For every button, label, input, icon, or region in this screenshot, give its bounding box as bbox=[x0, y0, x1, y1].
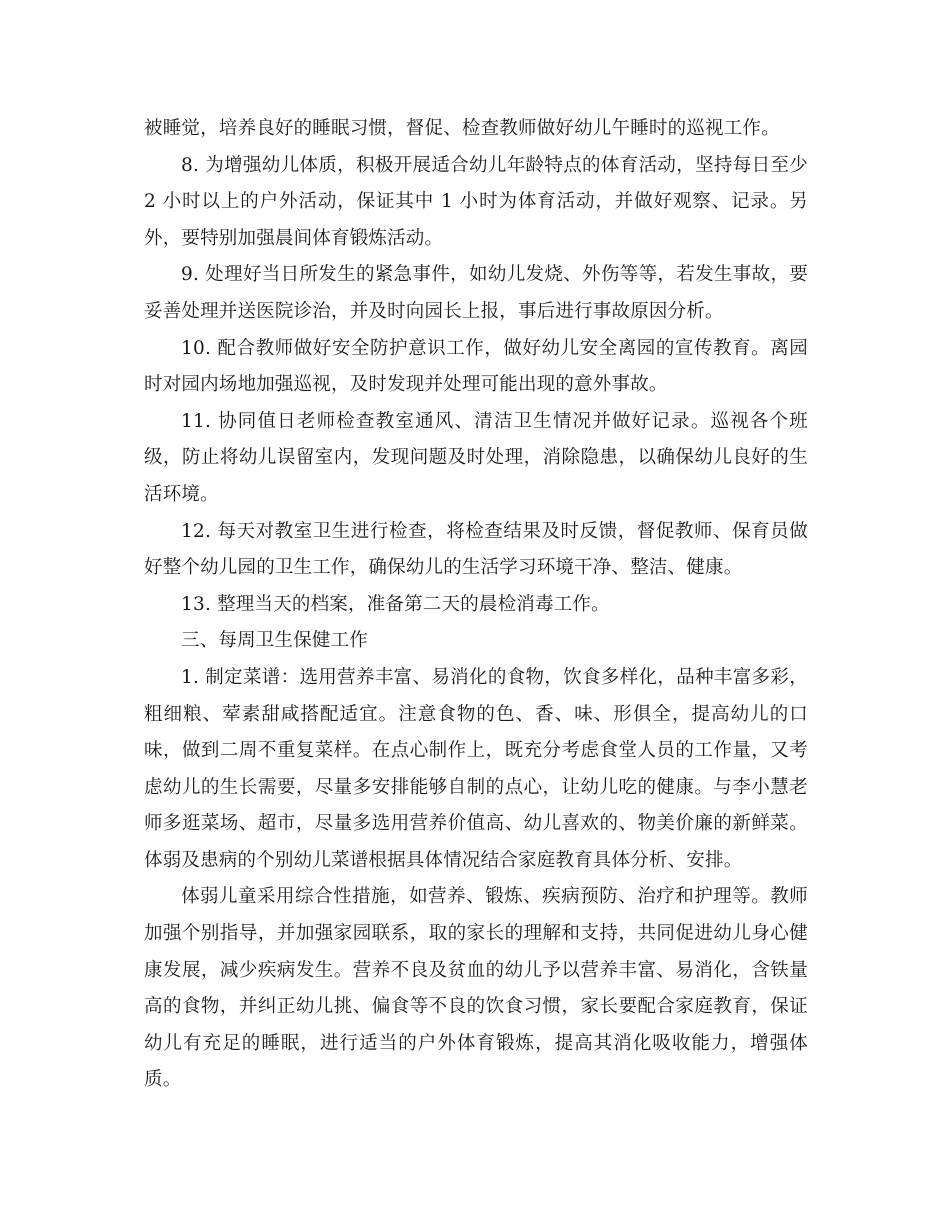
paragraph-item-11: 11. 协同值日老师检查教室通风、清洁卫生情况并做好记录。巡视各个班级，防止将幼儿误留室内，发现问题及时处理，消除隐患，以确保幼儿良好的生活环境。 bbox=[144, 410, 808, 505]
document-body bbox=[144, 111, 808, 1099]
paragraph-item-10: 10. 配合教师做好安全防护意识工作，做好幼儿安全离园的宣传教育。离园时对园内场地加强巡视，及时发现并处理可能出现的意外事故。 bbox=[144, 337, 808, 396]
paragraph-item-12: 12. 每天对教室卫生进行检查，将检查结果及时反馈，督促教师、保育员做好整个幼儿园的卫生工作，确保幼儿的生活学习环境干净、整洁、健康。 bbox=[144, 520, 808, 579]
paragraph-weak-children: 体弱儿童采用综合性措施，如营养、锻炼、疾病预防、治疗和护理等。教师加强个别指导，并加强家园联系，取的家长的理解和支持，共同促进幼儿身心健康发展，减少疾病发生。营养不良及贫血的幼儿予以营养丰富、易消化，含铁量高的食物，并纠正幼儿挑、偏食等不良的饮食习惯，家长要配合家庭教育，保证幼儿有充足的睡眠，进行适当的户外体育锻炼，提高其消化吸收能力，增强体质。 bbox=[144, 886, 808, 1091]
paragraph-weekly-item-1: 1. 制定菜谱：选用营养丰富、易消化的食物，饮食多样化，品种丰富多彩，粗细粮、荤素甜咸搭配适宜。注意食物的色、香、味、形俱全，提高幼儿的口味，做到二周不重复菜样。在点心制作上，既充分考虑食堂人员的工作量，又考虑幼儿的生长需要，尽量多安排能够自制的点心，让幼儿吃的健康。与李小慧老师多逛菜场、超市，尽量多选用营养价值高、幼儿喜欢的、物美价廉的新鲜菜。体弱及患病的个别幼儿菜谱根据具体情况结合家庭教育具体分析、安排。 bbox=[144, 666, 808, 871]
paragraph-continuation: 被睡觉，培养良好的睡眠习惯，督促、检查教师做好幼儿午睡时的巡视工作。 bbox=[144, 118, 780, 139]
paragraph-item-13: 13. 整理当天的档案，准备第二天的晨检消毒工作。 bbox=[181, 593, 610, 615]
section-heading-weekly-health: 三、每周卫生保健工作 bbox=[181, 630, 369, 652]
paragraph-item-8: 8. 为增强幼儿体质，积极开展适合幼儿年龄特点的体育活动，坚持每日至少 2 小时以上的户外活动，保证其中 1 小时为体育活动，并做好观察、记录。另外，要特别加强晨间体育锻炼活动。 bbox=[144, 154, 808, 249]
paragraph-item-9: 9. 处理好当日所发生的紧急事件，如幼儿发烧、外伤等等，若发生事故，要妥善处理并送医院诊治，并及时向园长上报，事后进行事故原因分析。 bbox=[144, 264, 808, 322]
